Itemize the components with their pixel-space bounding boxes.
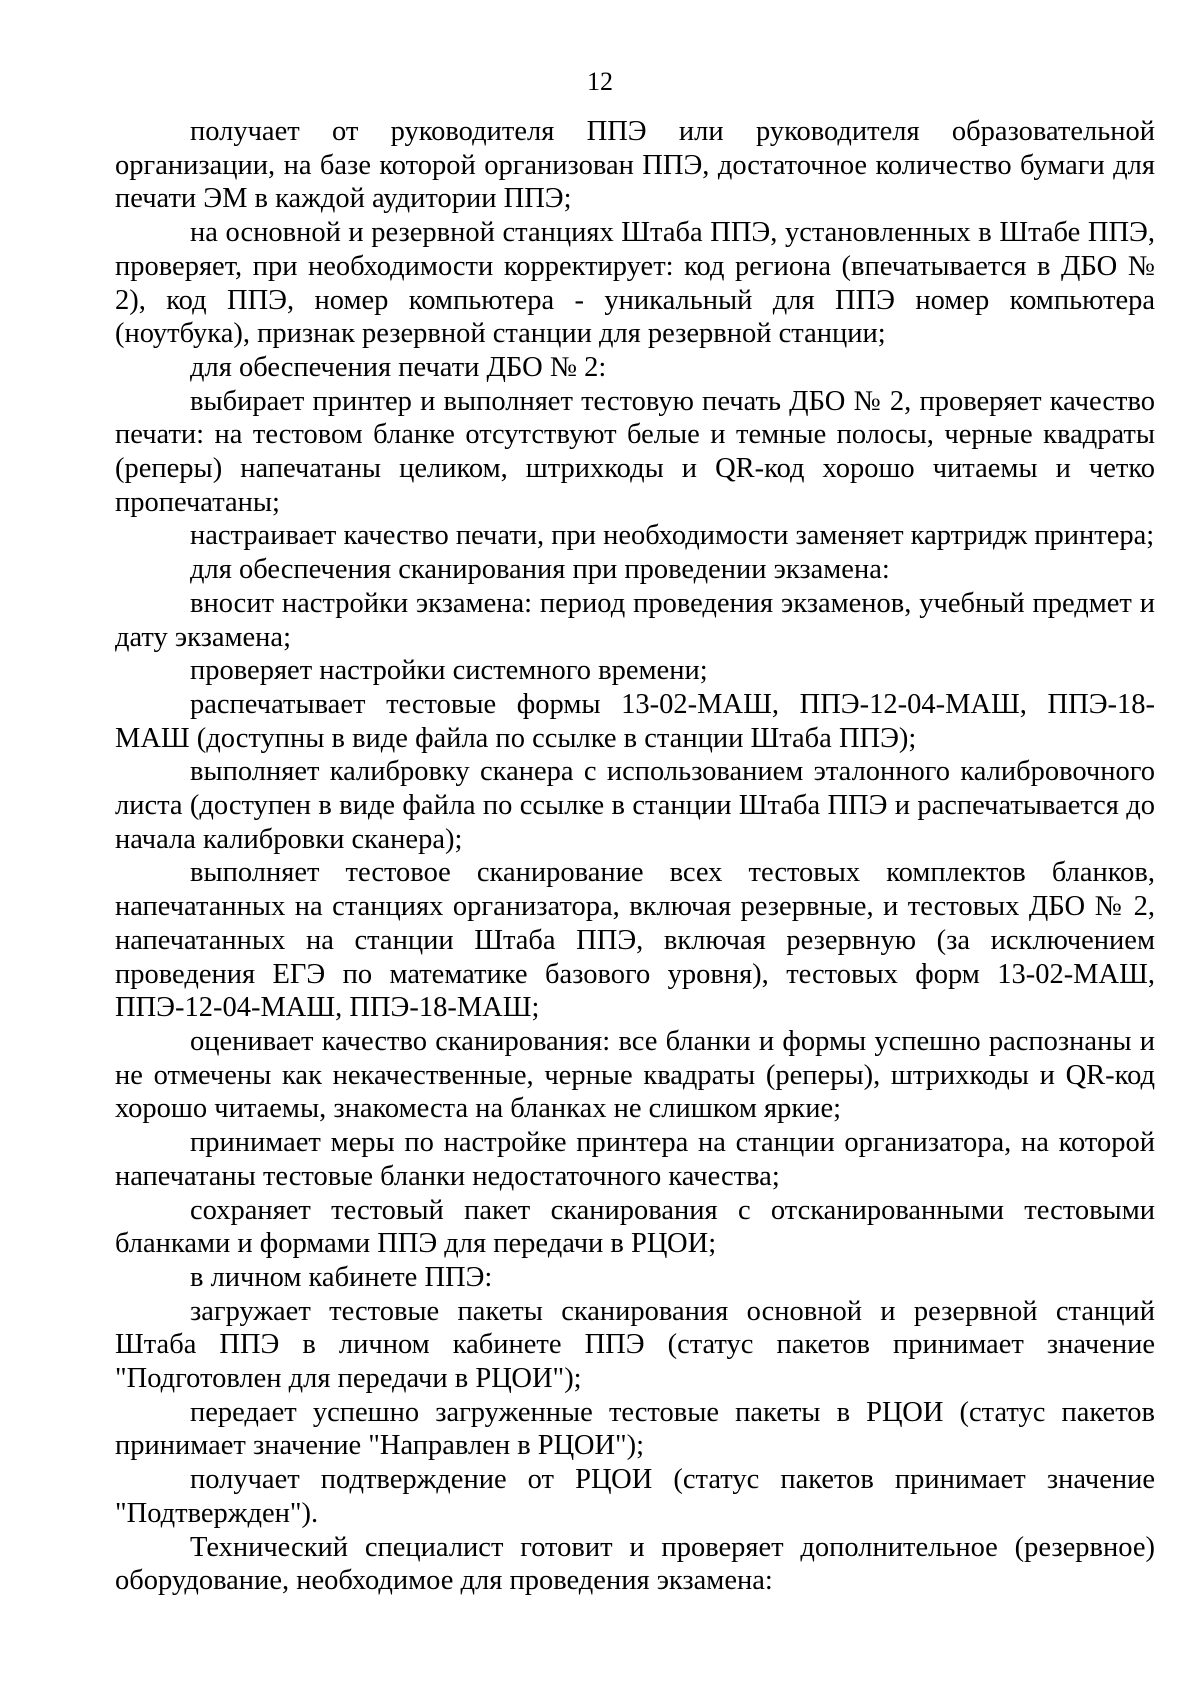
paragraph-send-packages: передает успешно загруженные тестовые пакеты в РЦОИ (статус пакетов принимает значение "Направлен в РЦОИ"); bbox=[115, 1396, 1155, 1462]
paragraph-backup-equipment: Технический специалист готовит и проверяет дополнительное (резервное) оборудование, необходимое для проведения экзамена: bbox=[115, 1531, 1155, 1597]
paragraph-scan-quality: оценивает качество сканирования: все бланки и формы успешно распознаны и не отмечены как некачественные, черные квадраты (реперы), штрихкоды и QR-код хорошо читаемы, знакоместа на бланках не слишком яркие; bbox=[115, 1025, 1155, 1125]
paragraph-print-forms: распечатывает тестовые формы 13-02-МАШ, ППЭ-12-04-МАШ, ППЭ-18-МАШ (доступны в виде файла по ссылке в станции Штаба ППЭ); bbox=[115, 688, 1155, 754]
paragraph-confirmation: получает подтверждение от РЦОИ (статус пакетов принимает значение "Подтвержден"). bbox=[115, 1464, 1155, 1529]
paragraph-save-package: сохраняет тестовый пакет сканирования с отсканированными тестовыми бланками и формами ППЭ для передачи в РЦОИ; bbox=[115, 1194, 1155, 1260]
paragraph-scanner-calibration: выполняет калибровку сканера с использованием эталонного калибровочного листа (доступен в виде файла по ссылке в станции Штаба ППЭ и распечатывается до начала калибровки сканера); bbox=[115, 756, 1155, 855]
paragraph-exam-settings: вносит настройки экзамена: период проведения экзаменов, учебный предмет и дату экзамена; bbox=[115, 587, 1155, 653]
paragraph-test-scanning: выполняет тестовое сканирование всех тестовых комплектов бланков, напечатанных на станциях организатора, включая резервные, и тестовых ДБО № 2, напечатанных на станции Штаба ППЭ, включая резервную (за исключением проведения ЕГЭ по математике базового уровня), тестовых форм 13-02-МАШ, ППЭ-12-04-МАШ, ППЭ-18-МАШ; bbox=[115, 857, 1155, 1024]
paragraph-paper-supply: получает от руководителя ППЭ или руководителя образовательной организации, на базе которой организован ППЭ, достаточное количество бумаги для печати ЭМ в каждой аудитории ППЭ; bbox=[115, 116, 1155, 215]
paragraph-print-quality: настраивает качество печати, при необходимости заменяет картридж принтера; bbox=[190, 520, 1155, 552]
paragraph-scan-heading: для обеспечения сканирования при проведении экзамена: bbox=[190, 554, 890, 586]
page-number: 12 bbox=[587, 67, 613, 96]
paragraph-system-time: проверяет настройки системного времени; bbox=[190, 655, 708, 687]
paragraph-printer-adjustment: принимает меры по настройке принтера на станции организатора, на которой напечатаны тестовые бланки недостаточного качества; bbox=[115, 1127, 1155, 1192]
paragraph-test-print: выбирает принтер и выполняет тестовую печать ДБО № 2, проверяет качество печати: на тестовом бланке отсутствуют белые и темные полосы, черные квадраты (реперы) напечатаны целиком, штрихкоды и QR-код хорошо читаемы и четко пропечатаны; bbox=[115, 385, 1155, 518]
paragraph-upload-packages: загружает тестовые пакеты сканирования основной и резервной станций Штаба ППЭ в личном кабинете ППЭ (статус пакетов принимает значение "Подготовлен для передачи в РЦОИ"); bbox=[115, 1295, 1155, 1395]
paragraph-station-settings: на основной и резервной станциях Штаба ППЭ, установленных в Штабе ППЭ, проверяет, при необходимости корректирует: код региона (впечатывается в ДБО № 2), код ППЭ, номер компьютера - уникальный для ППЭ номер компьютера (ноутбука), признак резервной станции для резервной станции; bbox=[115, 217, 1155, 350]
paragraph-dbo-print-heading: для обеспечения печати ДБО № 2: bbox=[190, 351, 607, 383]
document-body bbox=[115, 115, 1155, 1598]
paragraph-cabinet-heading: в личном кабинете ППЭ: bbox=[190, 1261, 493, 1293]
